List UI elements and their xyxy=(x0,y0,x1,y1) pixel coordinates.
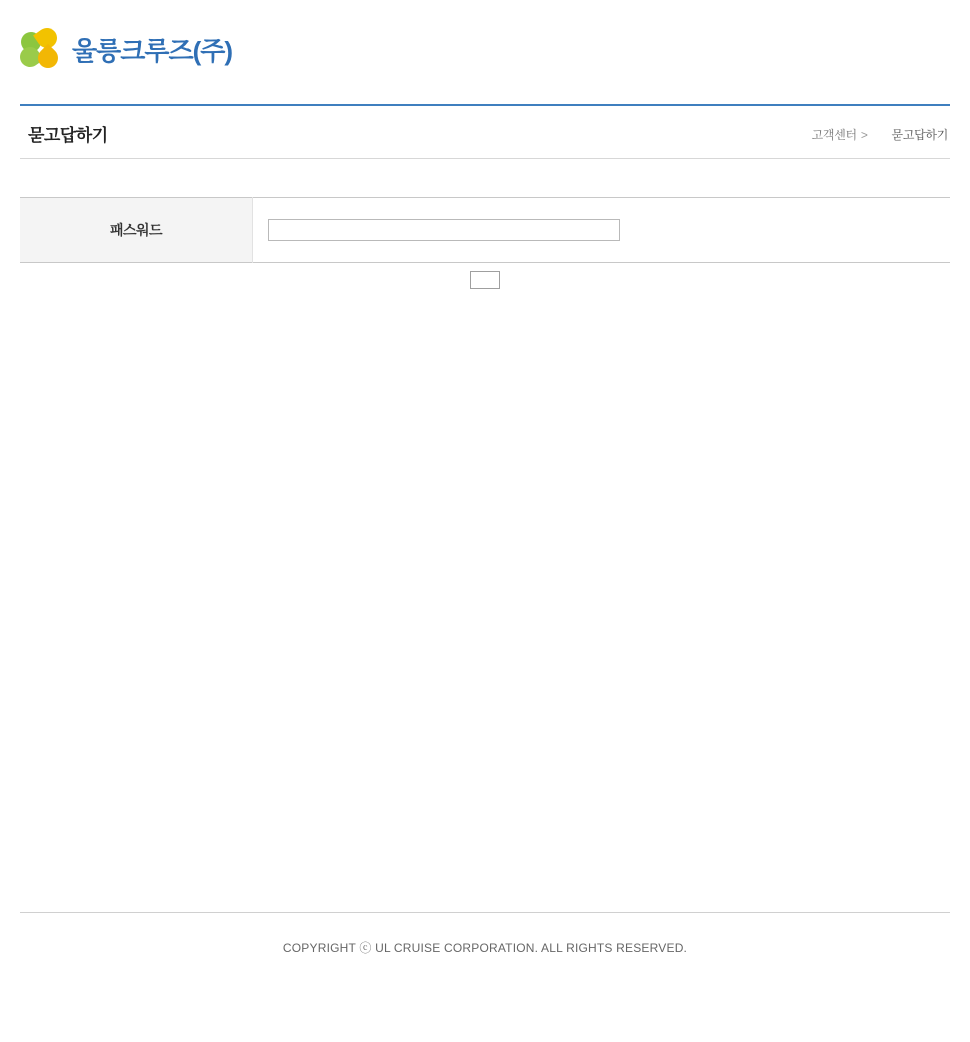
main-content xyxy=(20,159,950,293)
site-header xyxy=(0,0,970,104)
password-field-cell xyxy=(253,198,951,263)
breadcrumb-current: 묻고답하기 xyxy=(891,128,948,142)
breadcrumb-parent[interactable]: 고객센터 xyxy=(811,128,857,142)
button-row xyxy=(20,263,950,293)
logo-text: 울릉크루즈 xyxy=(72,35,193,66)
flower-pinwheel-icon xyxy=(20,28,62,70)
page-title-bar xyxy=(20,104,950,159)
breadcrumb-separator: > xyxy=(860,128,868,142)
confirm-button[interactable] xyxy=(470,271,500,289)
logo-text-wrap xyxy=(72,31,232,68)
page-title: 묻고답하기 xyxy=(28,126,108,145)
table-row xyxy=(20,198,950,263)
site-logo[interactable] xyxy=(20,28,232,70)
password-label: 패스워드 xyxy=(20,198,253,263)
password-input[interactable] xyxy=(268,219,620,241)
password-form-table xyxy=(20,197,950,263)
breadcrumb xyxy=(812,126,948,143)
logo-suffix: (주) xyxy=(192,35,233,66)
copyright-text: COPYRIGHT ⓒ UL CRUISE CORPORATION. ALL RIGHTS RESERVED. xyxy=(282,941,688,955)
site-footer xyxy=(20,912,950,956)
